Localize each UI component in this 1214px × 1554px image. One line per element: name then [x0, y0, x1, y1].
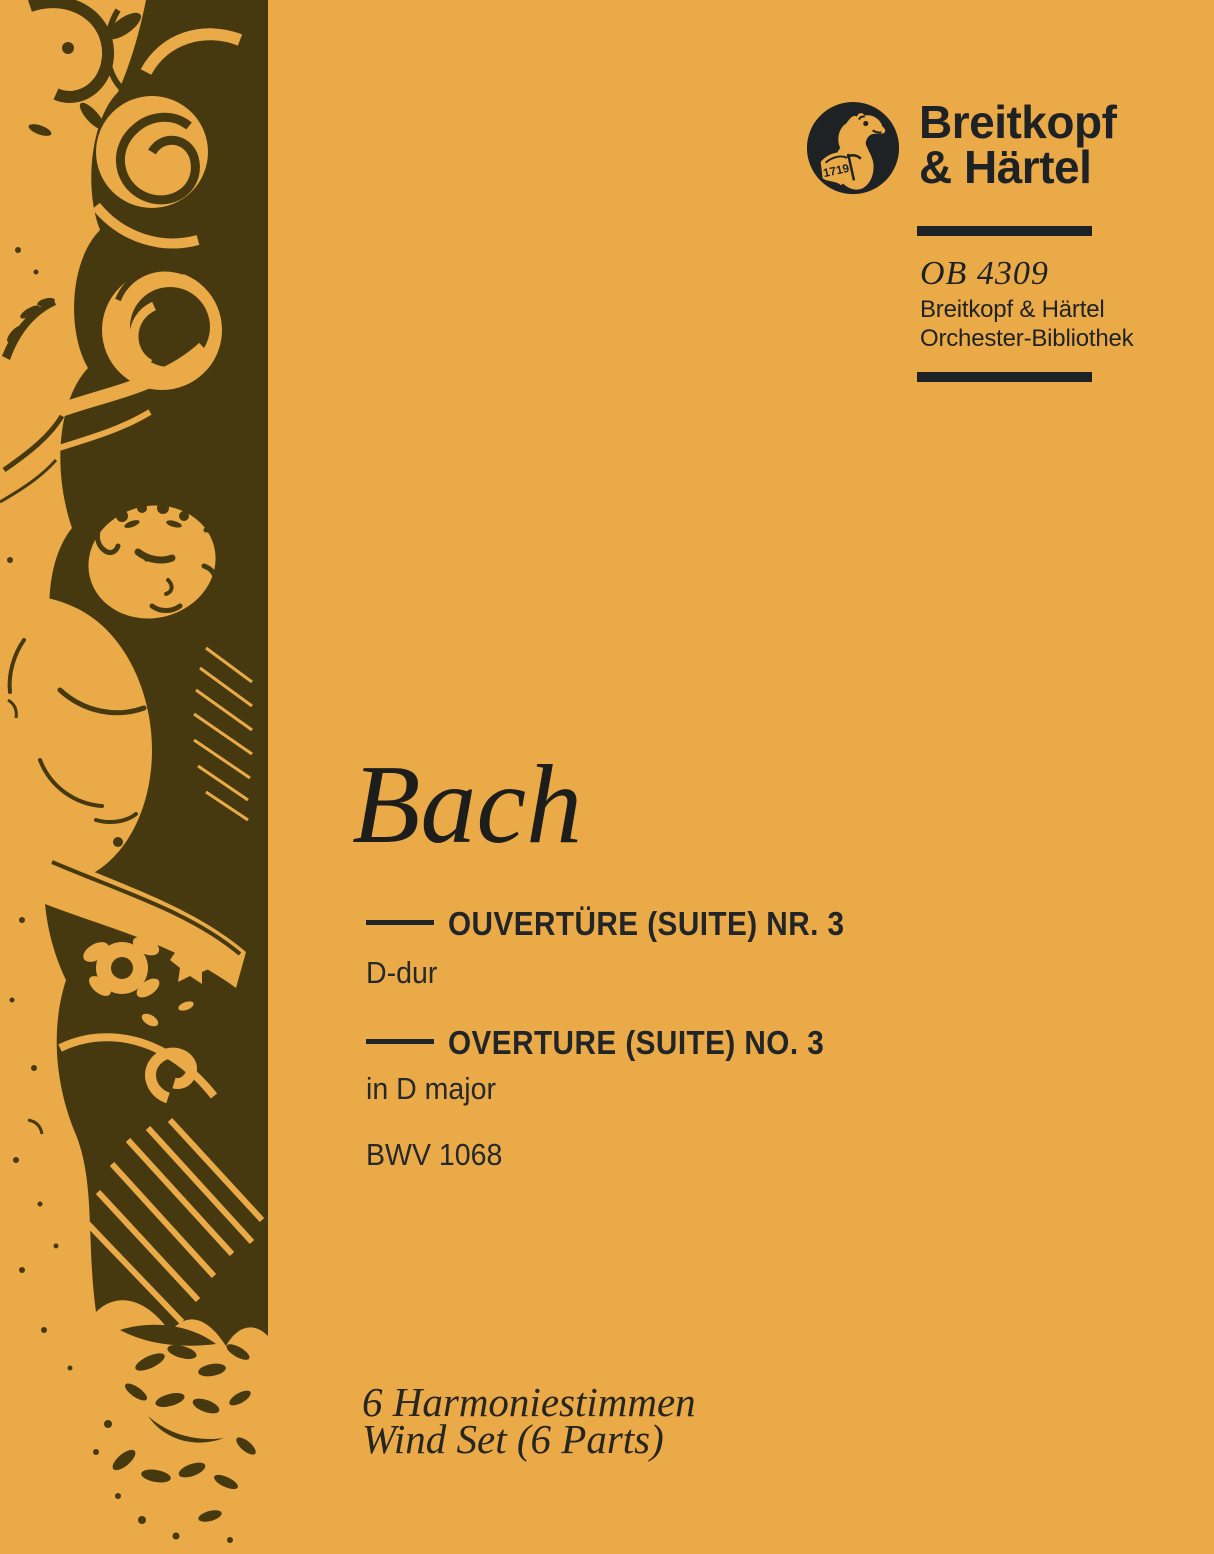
publisher-logo	[804, 100, 902, 198]
work-title-english: OVERTURE (SUITE) NO. 3	[448, 1024, 825, 1061]
key-german: D-dur	[366, 955, 438, 990]
publisher-wordmark	[919, 96, 1117, 193]
title-dash	[366, 1039, 434, 1044]
orchestra-library-series	[920, 295, 1133, 353]
work-title-german: OUVERTÜRE (SUITE) NR. 3	[448, 905, 845, 942]
bear-1719-icon	[804, 100, 902, 198]
publisher-wordmark-line2: & Härtel	[919, 141, 1092, 193]
title-row-english	[366, 1023, 866, 1063]
key-english: in D major	[366, 1071, 496, 1106]
scoring-english: Wind Set (6 Parts)	[362, 1416, 664, 1462]
catalog-number: OB 4309	[920, 255, 1049, 292]
series-line1: Breitkopf & Härtel	[920, 296, 1105, 323]
scoring-block	[362, 1379, 696, 1462]
composer-name: Bach	[352, 743, 583, 867]
title-dash	[366, 920, 434, 925]
baroque-putto-engraving	[0, 0, 268, 1554]
series-line2: Orchester-Bibliothek	[920, 325, 1134, 352]
publisher-wordmark-line1: Breitkopf	[919, 96, 1117, 148]
scoring-german: 6 Harmoniestimmen	[362, 1379, 696, 1425]
logo-year-label: 1719	[822, 161, 851, 181]
title-row-german	[366, 904, 889, 944]
top-divider-bar	[917, 226, 1092, 236]
bottom-divider-bar	[917, 372, 1092, 382]
bwv-catalog-number: BWV 1068	[366, 1137, 503, 1172]
